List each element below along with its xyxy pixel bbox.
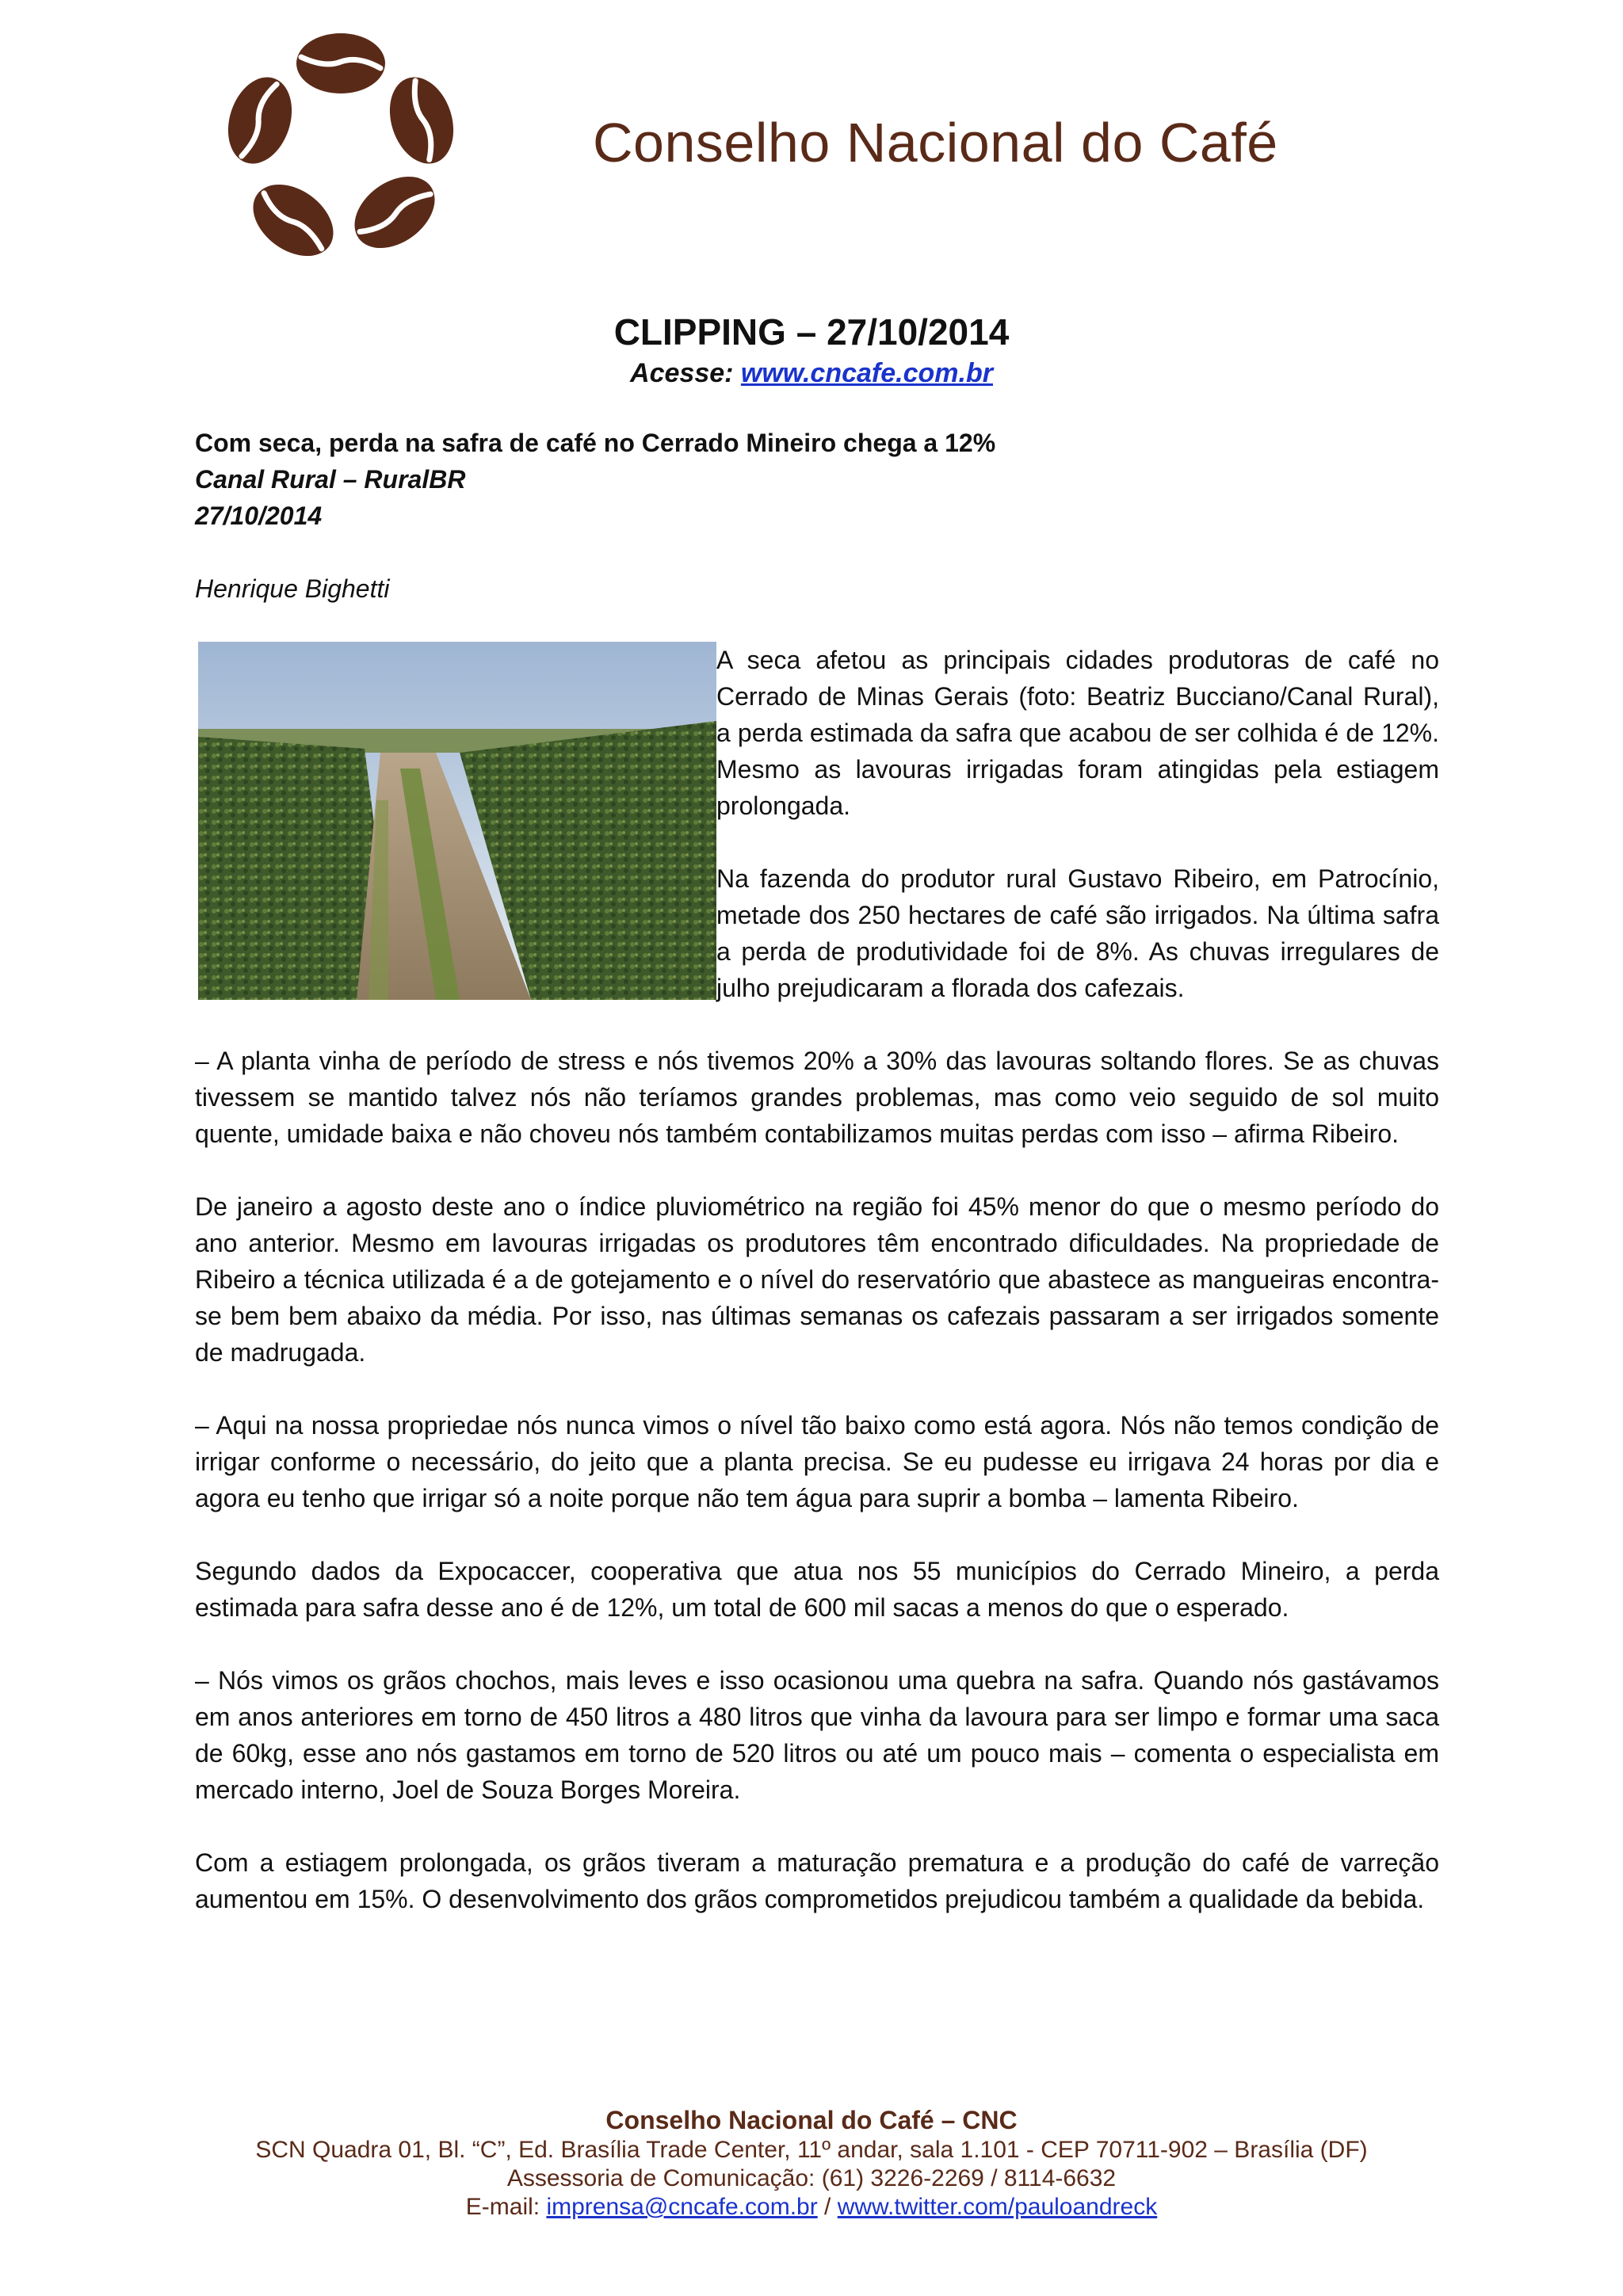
paragraph: – Aqui na nossa propriedae nós nunca vimos o nível tão baixo como está agora. Nós não temos condição de irrigar conforme o necessário, do jeito que a planta precisa. Se eu pudesse eu irrigava 24 horas por dia e agora eu tenho que irrigar só a noite porque não tem água para suprir a bomba – lamenta Ribeiro.	[195, 1411, 1439, 1512]
paragraph: – Nós vimos os grãos chochos, mais leves e isso ocasionou uma quebra na safra. Quando nós gastávamos em anos anteriores em torno de 450 litros a 480 litros que vinha da lavoura para ser limpo e formar uma saca de 60kg, esse ano nós gastamos em torno de 520 litros ou até um pouco mais – comenta o especialista em mercado interno, Joel de Souza Borges Moreira.	[195, 1666, 1439, 1804]
article-body	[195, 642, 1439, 1954]
access-label: Acesse:	[630, 358, 741, 388]
footer-contact	[0, 2193, 1623, 2222]
paragraph: De janeiro a agosto deste ano o índice pluviométrico na região foi 45% menor do que o mesmo período do ano anterior. Mesmo em lavouras irrigadas os produtores têm encontrado dificuldades. Na propriedade de Ribeiro a técnica utilizada é a de gotejamento e o nível do reservatório que abastece as mangueiras encontra-se bem bem abaixo da média. Por isso, nas últimas semanas os cafezais passaram a ser irrigados somente de madrugada.	[195, 1192, 1439, 1367]
footer-title: Conselho Nacional do Café – CNC	[605, 2106, 1018, 2134]
footer-separator: /	[817, 2194, 838, 2220]
paragraph: Segundo dados da Expocaccer, cooperativa que atua nos 55 municípios do Cerrado Mineiro, a perda estimada para safra desse ano é de 12%, um total de 600 mil sacas a menos do que o esperado.	[195, 1557, 1439, 1622]
paragraph: – A planta vinha de período de stress e nós tivemos 20% a 30% das lavouras soltando flores. Se as chuvas tivessem se mantido talvez nós não teríamos grandes problemas, mas como veio seguido de sol muito quente, umidade baixa e não choveu nós também contabilizamos muitas perdas com isso – afirma Ribeiro.	[195, 1047, 1439, 1148]
coffee-beans-ring-icon	[214, 16, 468, 277]
footer-phone: Assessoria de Comunicação: (61) 3226-2269 / 8114-6632	[506, 2165, 1117, 2191]
paragraph: Com a estiagem prolongada, os grãos tiveram a maturação prematura e a produção do café de varreção aumentou em 15%. O desenvolvimento dos grãos comprometidos prejudicou também a qualidade da bebida.	[195, 1848, 1439, 1913]
article-author: Henrique Bighetti	[195, 574, 390, 603]
footer-address: SCN Quadra 01, Bl. “C”, Ed. Brasília Trade Center, 11º andar, sala 1.101 - CEP 70711-902 – Brasília (DF)	[255, 2137, 1368, 2163]
paragraph: Na fazenda do produtor rural Gustavo Ribeiro, em Patrocínio, metade dos 250 hectares de café são irrigados. Na última safra a perda de produtividade foi de 8%. As chuvas irregulares de julho prejudicaram a florada dos cafezais.	[716, 864, 1439, 1002]
email-label: E-mail:	[465, 2194, 547, 2220]
twitter-link[interactable]: www.twitter.com/pauloandreck	[837, 2194, 1158, 2220]
article-source: Canal Rural – RuralBR	[195, 465, 466, 494]
clipping-title: CLIPPING – 27/10/2014	[613, 311, 1010, 353]
coffee-plantation-photo	[198, 642, 716, 1000]
article-date: 27/10/2014	[195, 502, 323, 530]
footer	[0, 2104, 1623, 2222]
paragraph: A seca afetou as principais cidades produtoras de café no Cerrado de Minas Gerais (foto: Beatriz Bucciano/Canal Rural), a perda estimada da safra que acabou de ser colhida é de 12%. Mesmo as lavouras irrigadas foram atingidas pela estiagem prolongada.	[716, 646, 1439, 820]
email-link[interactable]: imprensa@cncafe.com.br	[546, 2194, 818, 2220]
site-link[interactable]: www.cncafe.com.br	[740, 358, 993, 388]
article-headline: Com seca, perda na safra de café no Cerrado Mineiro chega a 12%	[195, 429, 996, 457]
org-title: Conselho Nacional do Café	[593, 112, 1278, 174]
access-line	[0, 358, 1623, 389]
